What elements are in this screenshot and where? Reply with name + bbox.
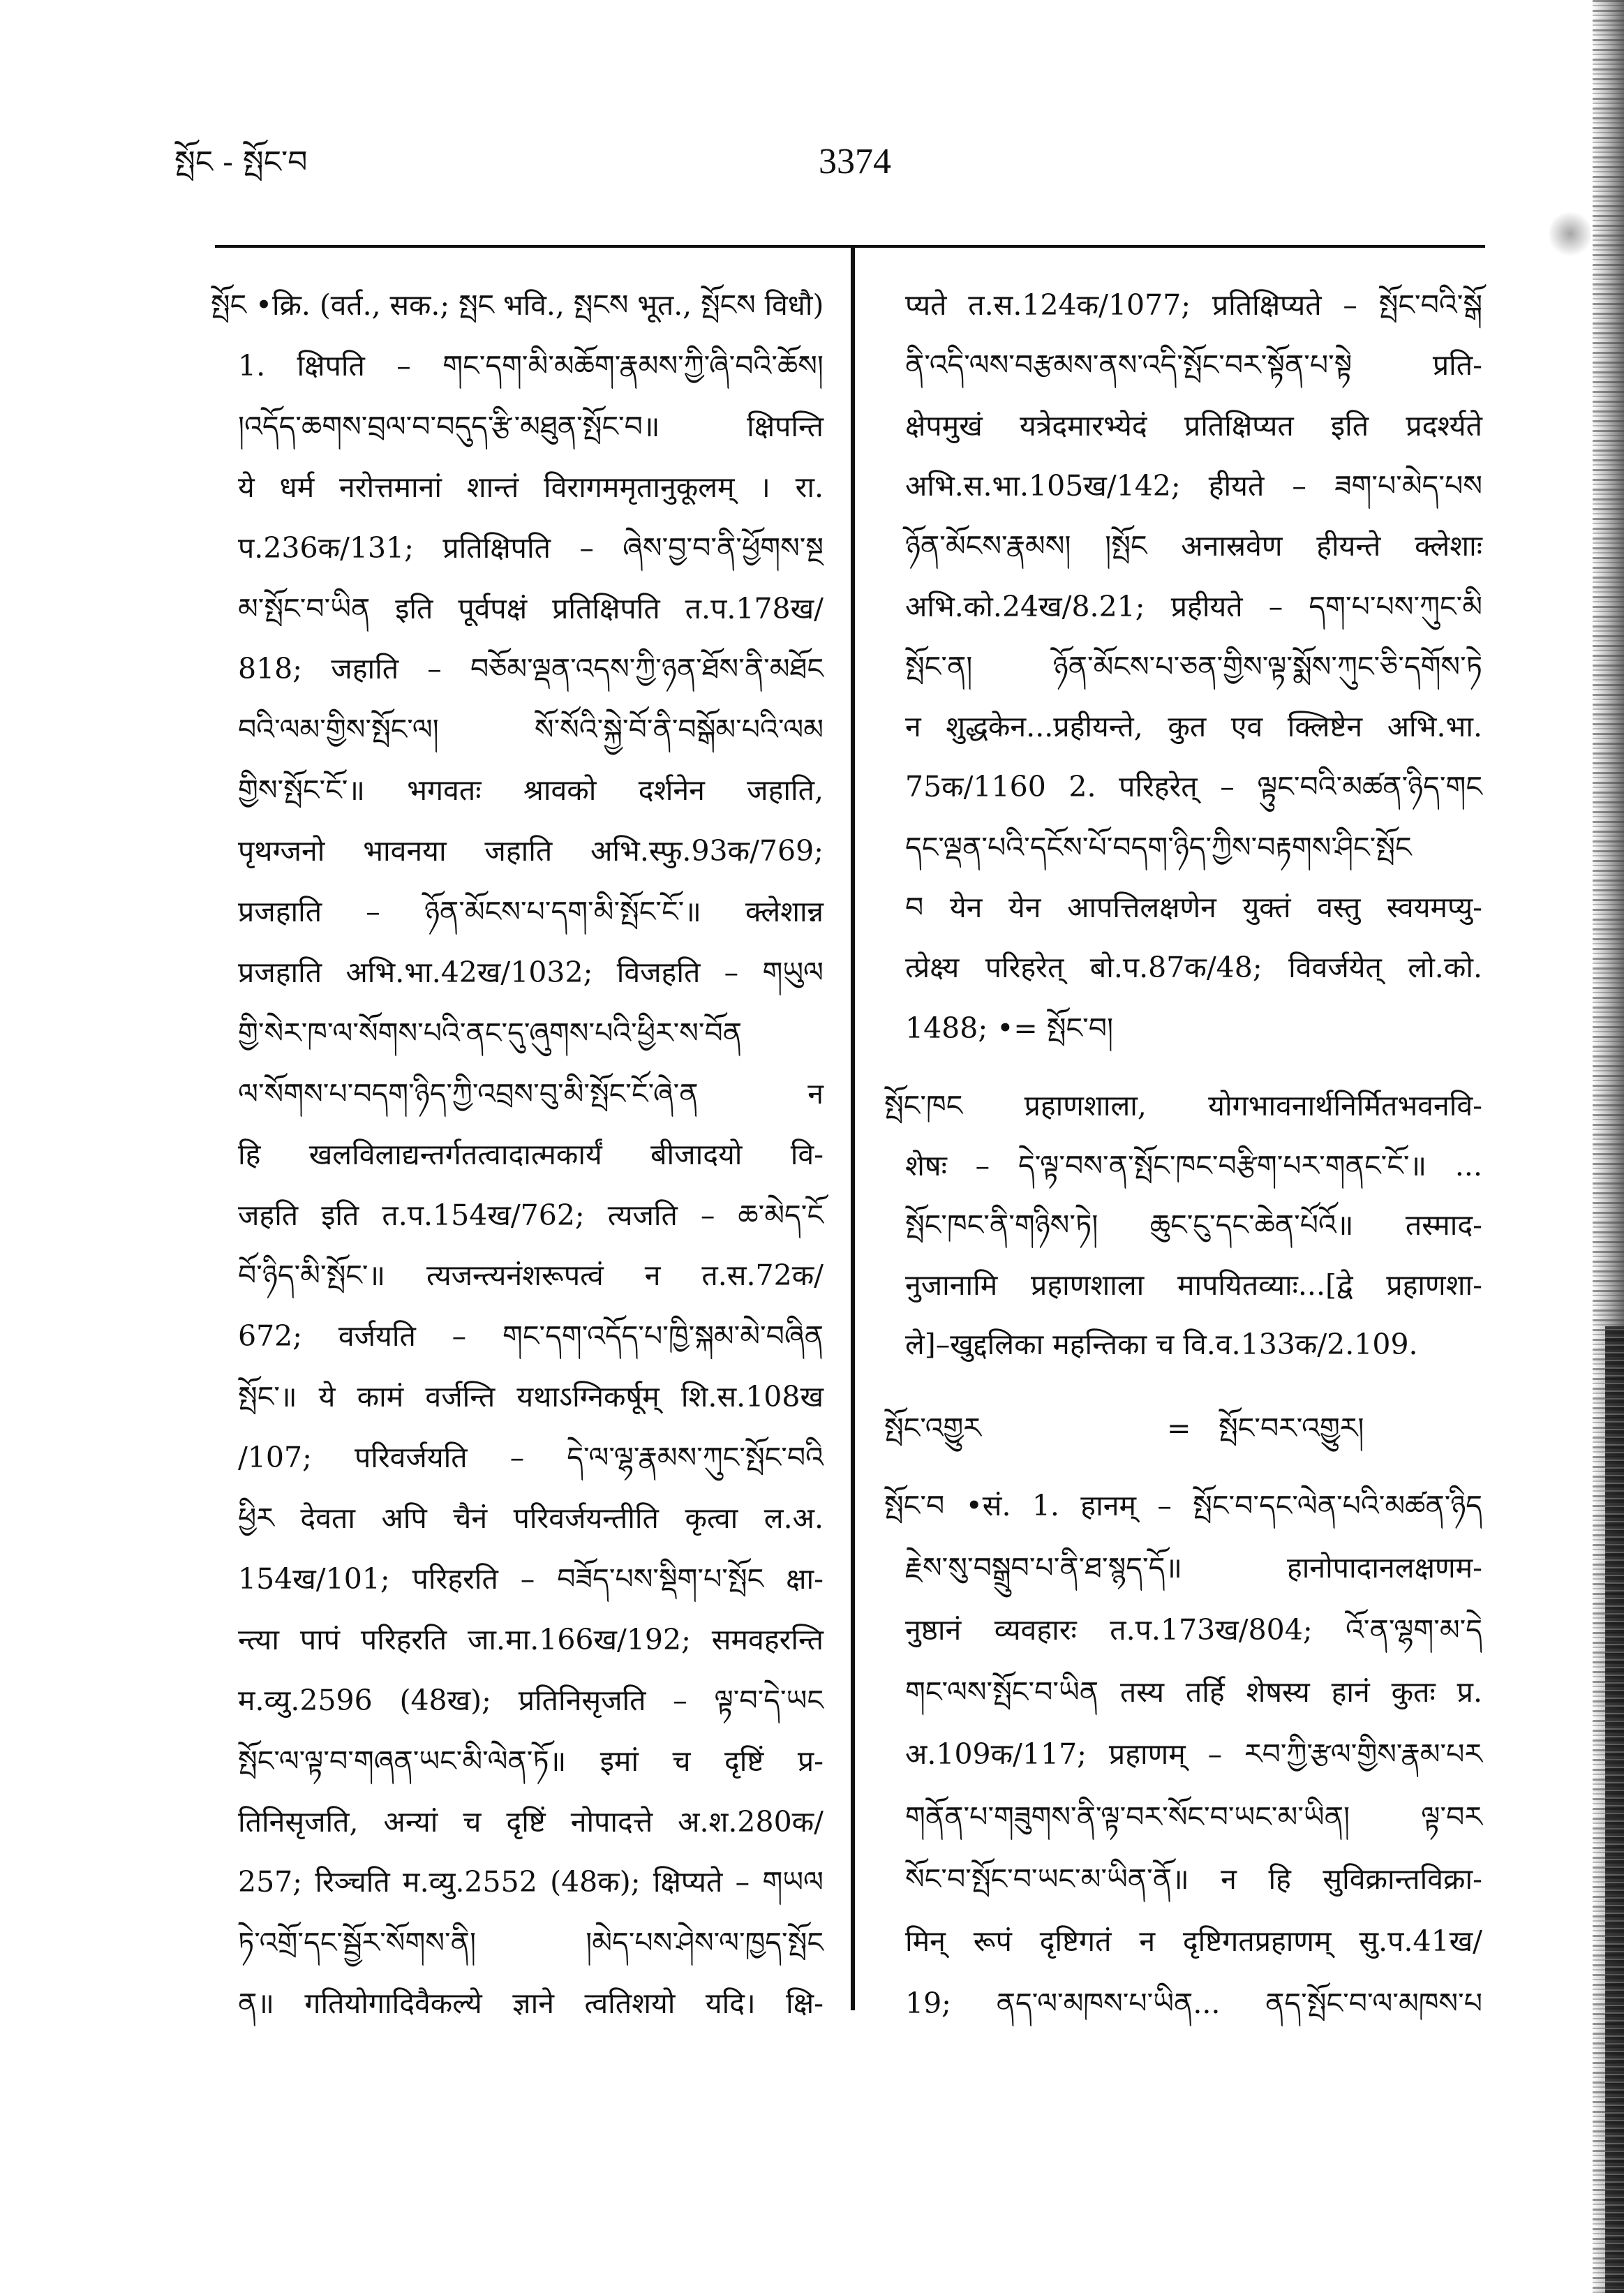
text-line: བོ་ཉིད་མི་སྤོང་॥ त्यजन्त्यनंशरूपत्वं न त.स.72क/ [238, 1259, 824, 1293]
text-line: /107; परिवर्जयति – དེ་ལ་ལྷ་རྣམས་ཀུང་སྤོང་བའི [238, 1441, 824, 1475]
text-line: སྤོང་ན། ཉོན་མོངས་པ་ཅན་གྱིས་ལྟ་སྨོས་ཀུང་ཅི་དགོས་ཏེ [905, 649, 1482, 683]
text-line: སོང་བ་སྤོང་བ་ཡང་མ་ཡིན་ནོ॥ न हि सुविक्रान्तविक्रा- [905, 1862, 1482, 1896]
text-line: གྱི་སེར་ཁ་ལ་སོགས་པའི་ནང་དུ་ཞུགས་པའི་ཕྱིར་ས་བོན [238, 1016, 743, 1050]
header-rule [215, 245, 1485, 248]
text-line: नुजानामि प्रहाणशाला मापयितव्याः...[द्वे प्रहाणशा- [905, 1268, 1482, 1302]
text-line: ये धर्म नरोत्तमानां शान्तं विरागममृतानुकूलम् । रा. [238, 470, 824, 504]
text-line: अभि.को.24ख/8.21; प्रहीयते – དག་པ་པས་ཀུང་མི [905, 589, 1482, 623]
text-line: पृथग्जनो भावनया जहाति अभि.स्फु.93क/769; [238, 834, 824, 868]
text-line: རྗེས་སུ་བསྒྲུབ་པ་ནི་ཐ་སྙད་དོ॥ हानोपादानलक्षणम- [905, 1551, 1482, 1585]
text-line: གྱིས་སྤོང་ངོ་॥ भगवतः श्रावको दर्शनेन जहाति, [238, 773, 824, 808]
text-line: प्रजहाति – ཉོན་མོངས་པ་དག་མི་སྤོང་ངོ་॥ क्लेशान्न [238, 895, 824, 928]
text-line: ནི་འདི་ལས་བརྩམས་ནས་འདི་སྤོང་བར་སྟོན་པ་སྟེ प्रति- [905, 348, 1482, 383]
text-line: तिनिसृजति, अन्यां च दृष्टिं नोपादत्ते अ.श.280क/ [238, 1804, 824, 1839]
cross-reference-target: སྤོང་བར་འགྱུར། [1219, 1411, 1364, 1445]
text-line: शेषः – དེ་ལྟ་བས་ན་སྤོང་ཁང་བརྩིག་པར་གནང་ངོ་॥ ... [905, 1148, 1482, 1182]
column-divider [851, 248, 855, 2010]
text-line: मिन् रूपं दृष्टिगतं न दृष्टिगतप्रहाणम् सु.प.41ख/ [905, 1924, 1482, 1958]
text-line: नुष्ठानं व्यवहारः त.प.173ख/804; འོ་ན་ལྷག་མ་དེ [905, 1613, 1482, 1647]
text-line: མ་སྤོང་བ་ཡིན इति पूर्वपक्षं प्रतिक्षिपति त.प.178ख/ [238, 591, 824, 625]
text-line: न्त्या पापं परिहरति जा.मा.166ख/192; समवहरन्ति [238, 1622, 824, 1656]
text-line: प्रजहाति अभि.भा.42ख/1032; विजहति – གཡུལ [238, 955, 824, 989]
running-head: སྤོང - སྤོང་བ [174, 144, 308, 180]
scan-speckle [1549, 209, 1591, 258]
text-line: 818; जहाति – བཅོམ་ལྡན་འདས་ཀྱི་ཉན་ཐོས་ནི་མཐོང [238, 652, 824, 686]
page-number: 3374 [819, 142, 891, 181]
text-line: བ येन येन आपत्तिलक्षणेन युक्तं वस्तु स्वयमप्यु- [905, 891, 1482, 924]
text-line: 19; ནད་ལ་མཁས་པ་ཡིན... ནད་སྤོང་བ་ལ་མཁས་པ [905, 1986, 1482, 2020]
text-line: གང་ལས་སྤོང་བ་ཡིན तस्य तर्हि शेषस्य हानं कुतः प्र. [905, 1675, 1482, 1709]
entry-headword-line: སྤོང་ཁང प्रहाणशाला, योगभावनार्थनिर्मितभवनवि- [884, 1089, 1482, 1122]
text-line: अभि.स.भा.105ख/142; हीयते – ཟག་པ་མེད་པས [905, 468, 1482, 503]
text-line: སྤོང་॥ ये कामं वर्जन्ति यथाऽग्निकर्षूम् शि.स.108ख [238, 1380, 824, 1414]
cross-reference-equals: = [1167, 1411, 1191, 1445]
text-line: 1488; •= སྤོང་བ། [905, 1011, 1114, 1045]
text-line: क्षेपमुखं यत्रेदमारभ्येदं प्रतिक्षिप्यत इति प्रदर्श्यते [905, 408, 1482, 443]
text-line: །འདོད་ཆགས་བྲལ་བ་བདུད་རྩི་མཐུན་སྤོང་བ॥ क्षिपन्ति [238, 409, 824, 443]
text-line: अ.109क/117; प्रहाणम् – རབ་ཀྱི་རྩལ་གྱིས་རྣམ་པར [905, 1737, 1482, 1772]
text-line: ཏེ་འགྲོ་དང་སྦྱོར་སོགས་ནི། །མེད་པས་ཤེས་ལ་ཁྱད་སྤོང [238, 1926, 824, 1960]
text-line: प्यते त.स.124क/1077; प्रतिक्षिप्यते – སྤོང་བའི་སྒོ [905, 288, 1482, 322]
text-line: 1. क्षिपति – གང་དག་མི་མཆོག་རྣམས་ཀྱི་ཞི་བའི་ཆོས། [238, 348, 824, 383]
text-line: ले]–खुद्दलिका महन्तिका च वि.व.133क/2.109. [905, 1328, 1418, 1361]
text-line: ལ་སོགས་པ་བདག་ཉིད་ཀྱི་འབྲས་བུ་མི་སྤོང་ངོ་ཞེ་ན न [238, 1076, 824, 1111]
text-line: ན॥ गतियोगादिवैकल्ये ज्ञाने त्वतिशयो यदि। क्षि- [238, 1987, 824, 2021]
text-line: त्प्रेक्ष्य परिहरेत् बो.प.87क/48; विवर्जयेत् लो.को. [905, 951, 1482, 985]
text-line: དང་ལྡན་པའི་དངོས་པོ་བདག་ཉིད་ཀྱིས་བརྟགས་ཤིང་སྤོང [905, 830, 1412, 864]
cross-reference-headword: སྤོང་འགྱུར [884, 1411, 981, 1445]
entry-headword-line: སྤོང་བ •सं. 1. हानम् – སྤོང་བ་དང་ལེན་པའི་མཚན་ཉིད [884, 1489, 1482, 1522]
text-line: གནོན་པ་གཟུགས་ནི་ལྟ་བར་སོང་བ་ཡང་མ་ཡིན། ལྟ་བར [905, 1799, 1482, 1834]
text-line: ཉོན་མོངས་རྣམས། །སྤོང अनास्रवेण हीयन्ते क्लेशाः [905, 529, 1482, 563]
text-line: བའི་ལམ་གྱིས་སྤོང་ལ། སོ་སོའི་སྐྱེ་བོ་ནི་བསྒོམ་པའི་ལམ [238, 713, 824, 747]
text-line: न शुद्धकेन...प्रहीयन्ते, कुत एव क्लिष्टेन अभि.भा. [905, 710, 1482, 744]
text-line: जहति इति त.प.154ख/762; त्यजति – ཆ་མེད་ངོ [238, 1198, 824, 1232]
text-line: 672; वर्जयति – གང་དག་འདོད་པ་ཁྱི་སྐམ་མེ་བཞིན [238, 1319, 824, 1353]
text-line: 154ख/101; परिहरति – བཟོད་པས་སྡིག་པ་སྤོང क्षा- [238, 1561, 824, 1596]
entry-headword-line: སྤོང •क्रि. (वर्त., सक.; སྤང भवि., སྤངས भूत., སྤོངས विधौ) [211, 288, 824, 322]
text-line: प.236क/131; प्रतिक्षिपति – ཞེས་བྱ་བ་ནི་ཕྱོགས་སྔ [238, 530, 824, 565]
text-line: ཕྱིར देवता अपि चैनं परिवर्जयन्तीति कृत्वा ल.अ. [238, 1501, 824, 1535]
text-line: 257; रिञ्चति म.व्यु.2552 (48क); क्षिप्यते – གཡལ [238, 1865, 824, 1899]
text-line: म.व्यु.2596 (48ख); प्रतिनिसृजति – ལྟ་བ་དེ་ཡང [238, 1683, 824, 1717]
text-line: 75क/1160 2. परिहरेत् – ལྟུང་བའི་མཚན་ཉིད་གང [905, 770, 1482, 804]
text-line: སྤོང་ལ་ལྟ་བ་གཞན་ཡང་མི་ལེན་ཏོ॥ इमां च दृष्टिं प्र- [238, 1744, 824, 1778]
text-line: हि खलविलाद्यन्तर्गतत्वादात्मकार्यं बीजादयो वि- [238, 1137, 824, 1171]
text-line: སྤོང་ཁང་ནི་གཉིས་ཏེ། ཆུང་ངུ་དང་ཆེན་པོའོ॥ तस्माद- [905, 1208, 1482, 1242]
scan-edge-dark [1605, 1326, 1624, 2293]
